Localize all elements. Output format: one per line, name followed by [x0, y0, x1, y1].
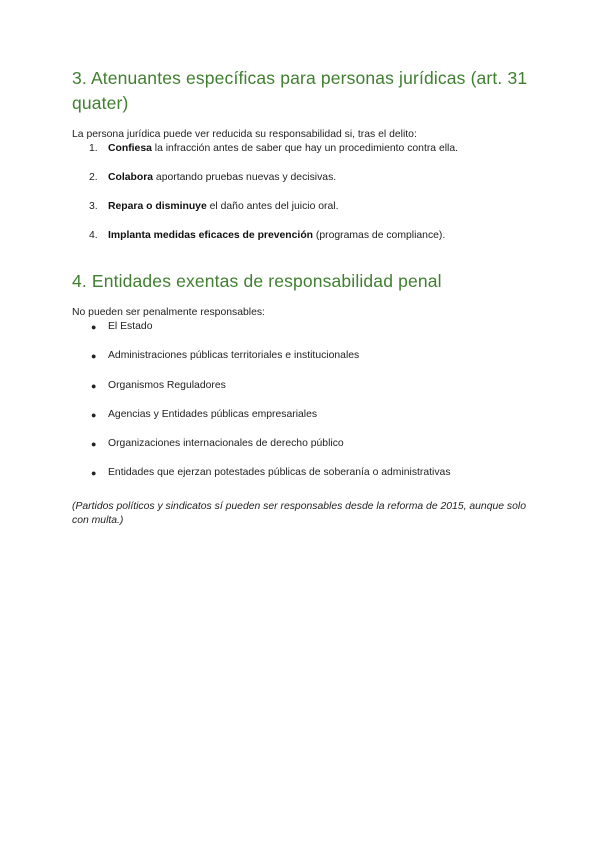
list-item	[72, 142, 532, 156]
bullet-icon: ●	[91, 439, 97, 450]
list-item-text: Agencias y Entidades públicas empresariales	[108, 408, 318, 420]
list-number: 3.	[89, 201, 98, 212]
bullet-icon: ●	[91, 351, 97, 362]
list-item-bold: Implanta medidas eficaces de prevención	[108, 230, 314, 241]
list-item-text: Organismos Reguladores	[108, 379, 226, 391]
list-item-text: el daño antes del juicio oral.	[206, 201, 339, 212]
mitigating-factors-list	[72, 142, 532, 243]
list-item	[72, 466, 532, 480]
list-item-text: Entidades que ejerzan potestades públicas de soberanía o administrativas	[108, 467, 451, 479]
bullet-icon: ●	[91, 409, 97, 420]
list-item-text: El Estado	[108, 321, 153, 332]
section-3-intro: La persona jurídica puede ver reducida su responsabilidad si, tras el delito:	[72, 129, 417, 140]
list-number: 2.	[89, 172, 98, 183]
list-item	[72, 171, 532, 185]
list-item-bold: Repara o disminuye	[108, 201, 207, 212]
list-item-text: la infracción antes de saber que hay un procedimiento contra ella.	[151, 143, 459, 154]
section-3-heading: 3. Atenuantes específicas para personas jurídicas (art. 31 quater)	[72, 68, 528, 113]
list-item	[72, 200, 532, 214]
list-item-text: aportando pruebas nuevas y decisivas.	[153, 172, 337, 183]
bullet-icon: ●	[91, 380, 97, 391]
list-item-text: Organizaciones internacionales de derecho público	[108, 438, 344, 450]
list-item	[72, 229, 532, 243]
exempt-entities-list	[72, 320, 532, 480]
section-4-intro: No pueden ser penalmente responsables:	[72, 307, 265, 318]
list-item	[72, 408, 532, 422]
bullet-icon: ●	[91, 322, 97, 332]
bullet-icon: ●	[91, 468, 97, 479]
list-number: 1.	[89, 143, 98, 154]
list-item	[72, 379, 532, 393]
list-number: 4.	[89, 230, 98, 241]
list-item	[72, 349, 532, 363]
list-item-bold: Colabora	[108, 172, 154, 183]
document-content	[72, 66, 532, 528]
list-item-bold: Confiesa	[108, 143, 152, 154]
list-item-text: (programas de compliance).	[313, 230, 446, 241]
list-item	[72, 320, 532, 334]
list-item-text: Administraciones públicas territoriales e institucionales	[108, 350, 360, 362]
section-4-heading: 4. Entidades exentas de responsabilidad penal	[72, 271, 442, 291]
list-item	[72, 437, 532, 451]
footnote-note: (Partidos políticos y sindicatos sí pueden ser responsables desde la reforma de 2015, aunque solo con multa.)	[72, 501, 526, 527]
